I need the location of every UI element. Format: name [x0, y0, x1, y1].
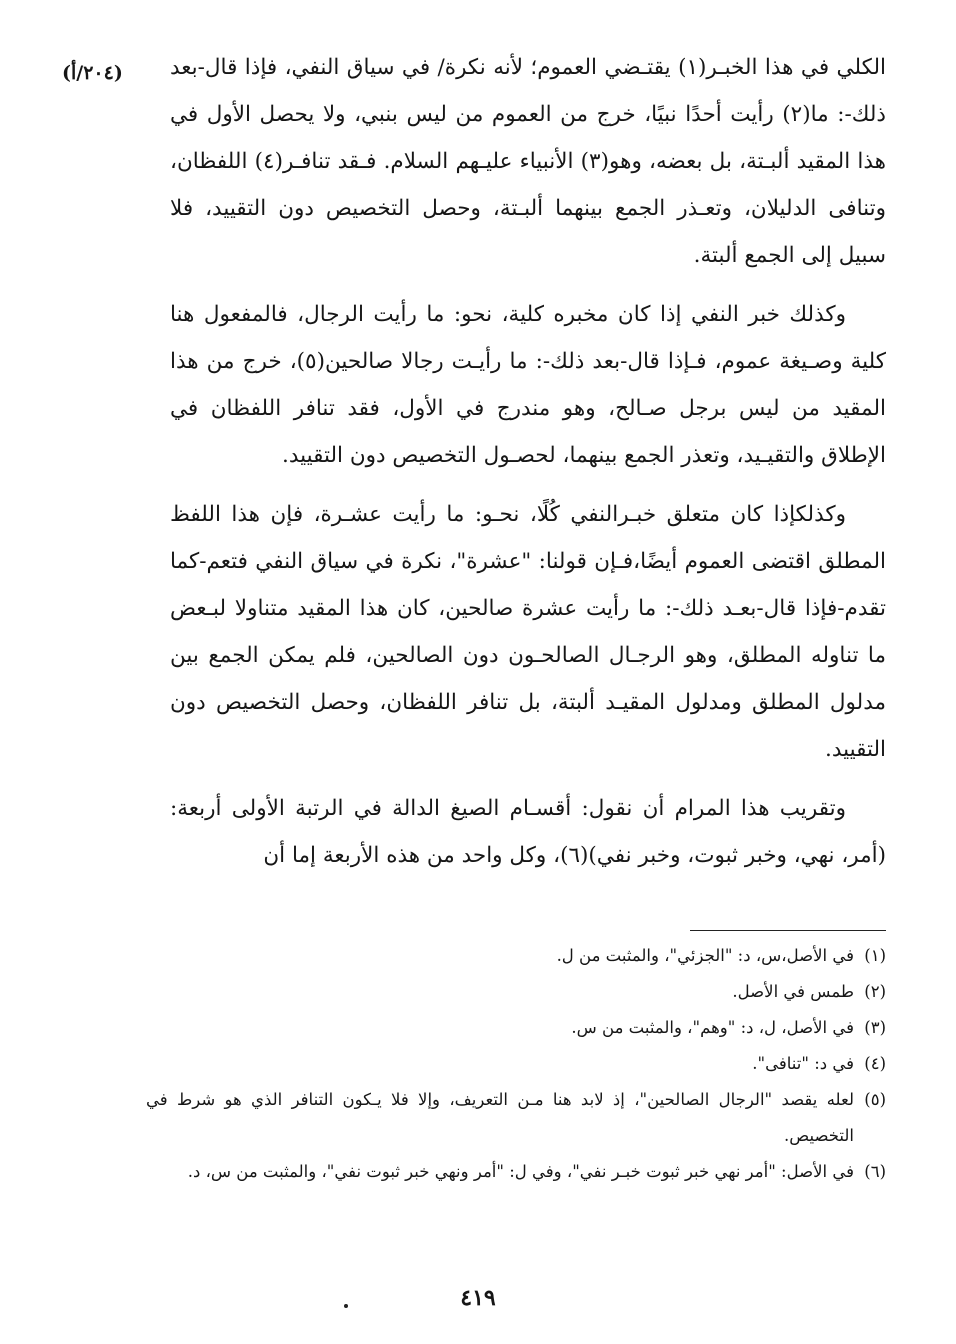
paragraph: وكذلك خبر النفي إذا كان مخبره كلية، نحو: ما رأيت الرجال، فالمفعول هنا كلية وصـيغة عموم، فـإذا قال-بعد ذلك-: ما رأيـت رجالا صالحين(٥)، خرج من هذا المقيد من ليس برجل صـالح، وهو مندرج في الأول، فقد تنافر اللفظان في الإطلاق والتقيـيد، وتعذر الجمع بينهما، لحصـول التخصيص دون التقييد. [170, 302, 887, 468]
paragraph: وكذلكإذا كان متعلق خبـرالنفي كُلًا، نحـو: ما رأيت عشـرة، فإن هذا اللفظ المطلق اقتضى العموم أيضًا،فـإن قولنا: "عشرة"، نكرة في سياق النفي فتعم-كما تقدم-فإذا قال-بعـد ذلك-: ما رأيت عشرة صالحين، كان هذا المقيد متناولا لبـعض ما تناوله المطلق، وهو الرجـال الصالحـون دون الصالحين، فلم يمكن الجمع بين مدلول المطلق ومدلول المقيـد ألبتة، بل تنافر اللفظان، وحصل التخصيص دون التقييد. [170, 502, 886, 762]
paragraph: الكلي في هذا الخبـر(١) يقتـضي العموم؛ لأنه نكرة/ في سياق النفي، فإذا قال-بعد ذلك-: ما(٢) رأيت أحدًا نبيًا، خرج من العموم من ليس بنبي، ولا يحصل الأول في هذا المقيد ألبـتة، بل بعضه، وهو(٣) الأنبياء عليـهم السلام. فـقد تنافـر(٤) اللفظان، وتنافى الدليلان، وتعـذر الجمع بينهما ألبـتة، وحصل التخصيص دون التقييد، فلا سبيل إلى الجمع ألبتة. [170, 55, 887, 268]
footnote [146, 938, 886, 974]
footnote-number: (٤) [864, 1054, 886, 1073]
footnote-number: (٥) [864, 1090, 886, 1109]
footnote-number: (٢) [864, 982, 886, 1001]
footnote-text: طمس في الأصل. [732, 982, 854, 1001]
footnote-text: في د: "تنافى". [752, 1054, 854, 1073]
footnote-number: (٣) [864, 1018, 886, 1037]
scan-speck [344, 1304, 348, 1308]
footnote-divider [690, 930, 886, 931]
footnote [146, 1046, 886, 1082]
footnote-text: في الأصل: "أمر نهي خبر ثبوت خبـر نفي"، وفي ل: "أمر ونهي خبر ثبوت نفي"، والمثبت من س، د. [187, 1162, 854, 1181]
footnote-number: (١) [864, 946, 886, 965]
footnote-number: (٦) [864, 1162, 886, 1181]
footnote-text: في الأصل،س، د: "الجزئي"، والمثبت من ل. [556, 946, 854, 965]
footnote-text: في الأصل، ل، د: "وهم"، والمثبت من س. [571, 1018, 854, 1037]
footnote [146, 1082, 886, 1154]
footnote-text: لعله يقصد "الرجال الصالحين"، إذ لابد هنا مـن التعريف، وإلا فلا يـكون التنافر الذي هو شرط في التخصيص. [146, 1090, 854, 1145]
footnote [146, 974, 886, 1010]
footnote [146, 1010, 886, 1046]
manuscript-folio-reference: (٢٠٤/أ) [62, 62, 123, 84]
paragraph: وتقريب هذا المرام أن نقول: أقسـام الصيغ الدالة في الرتبة الأولى أربعة: (أمر، نهي، وخبر ثبوت، وخبر نفي)(٦)، وكل واحد من هذه الأربعة إما أن [170, 796, 886, 868]
page-number: ٤١٩ [460, 1285, 496, 1311]
main-text [170, 44, 886, 891]
footnotes [146, 938, 886, 1190]
footnote [146, 1154, 886, 1190]
